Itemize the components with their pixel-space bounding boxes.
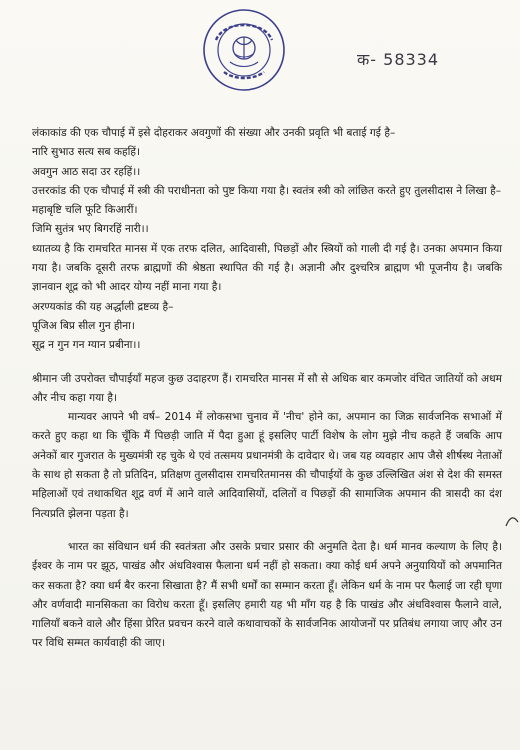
paragraph-uttarkand: उत्तरकांड की एक चौपाई में स्त्री की पराधीनता को पुष्ट किया गया है। स्वतंत्र स्त्री को लांछित करते हुए तुलसीदास ने लिखा है– <box>32 184 502 197</box>
paragraph-constitution: भारत का संविधान धर्म की स्वतंत्रता और उसके प्रचार प्रसार की अनुमति देता है। धर्म मानव कल्याण के लिए है। ईश्वर के नाम पर झूठ, पाखंड और अंधविश्वास फैलाना धर्म नहीं हो सकता। क्या कोई धर्म अपने अनुयायियों को अपमानित कर सकता है? क्या धर्म बैर करना सिखाता है? मैं सभी धर्मों का सम्मान करता हूँ। लेकिन धर्म के नाम पर फैलाई जा रही घृणा और वर्णवादी मानसिकता का विरोध करता हूँ। इसलिए हमारी यह भी माँग यह है कि पाखंड और अंधविश्वास फैलाने वाले, गालियाँ बकने वाले और हिंसा प्रेरित प्रवचन करने वाले कथावाचकों के सार्वजनिक आयोजनों पर प्रतिबंध लगाया जाए और उन पर विधि सम्मत कार्यवाही की जाए। <box>32 540 502 650</box>
spacer <box>32 356 502 370</box>
quote-line-2a: महाबृष्टि चलि फूटि किआरीं। <box>32 204 138 217</box>
seal-emblem-icon <box>200 6 288 94</box>
paragraph-manyavar: मान्यवर आपने भी वर्ष– 2014 में लोकसभा चुनाव में 'नीच' होने का, अपमान का जिक्र सार्वजनिक सभाओं में करते हुए कहा था कि चूँकि मैं पिछड़ी जाति में पैदा हुआ हूं इसलिए पार्टी विशेष के लोग मुझे नीच कहते हैं जबकि आप अनेकों बार गुजरात के मुख्यमंत्री रह चुके थे एवं तत्समय प्रधानमंत्री के दावेदार थे। जब यह व्यवहार आप जैसे शीर्षस्थ नेताओं के साथ हो सकता है तो प्रतिदिन, प्रतिक्षण तुलसीदास रामचरितमानस की चौपाईयों के कुछ उल्लिखित अंश से देश की समस्त महिलाओं एवं तथाकथित शूद्र वर्ण में आने वाले आदिवासियों, दलितों व पिछड़ों की सामाजिक अपमान की त्रासदी का दंश नित्यप्रति झेलना पड़ता है। <box>32 411 502 520</box>
paragraph-aranyakand: अरण्यकांड की यह अर्द्धाली द्रष्टव्य है– <box>32 300 174 313</box>
quote-line-1b: अवगुन आठ सदा उर रहहिं।। <box>32 165 141 178</box>
letter-body <box>32 124 502 654</box>
paragraph-dhyatavya: ध्यातव्य है कि रामचरित मानस में एक तरफ दलित, आदिवासी, पिछड़ों और स्त्रियों को गाली दी गई है। उनका अपमान किया गया है। जबकि दूसरी तरफ ब्राह्मणों की श्रेष्ठता स्थापित की गई है। अज्ञानी और दुश्चरित्र ब्राह्मण भी पूजनीय है। जबकि ज्ञानवान शूद्र को भी आदर योग्य नहीं माना गया है। <box>32 242 502 294</box>
paragraph-lankakand: लंकाकांड की एक चौपाई में इसे दोहराकर अवगुणों की संख्या और उनकी प्रवृति भी बताई गई है– <box>32 127 396 139</box>
quote-line-2b: जिमि सुतंत्र भए बिगरहिं नारी।। <box>32 223 149 236</box>
spacer <box>32 524 502 538</box>
quote-line-1a: नारि सुभाउ सत्य सब कहहिं। <box>32 146 141 159</box>
council-seal-logo <box>200 6 288 94</box>
reference-number: क- 58334 <box>357 50 440 69</box>
paragraph-examples: श्रीमान जी उपरोक्त चौपाईयाँ महज कुछ उदाहरण हैं। रामचरित मानस में सौ से अधिक बार कमजोर वंचित जातियों को अधम और नीच कहा गया है। <box>32 372 502 404</box>
quote-line-3b: सूद्र न गुन गन ग्यान प्रबीना।। <box>32 339 141 352</box>
margin-pen-mark <box>504 512 520 530</box>
quote-line-3a: पूजिअ बिप्र सील गुन हीना। <box>32 319 135 332</box>
